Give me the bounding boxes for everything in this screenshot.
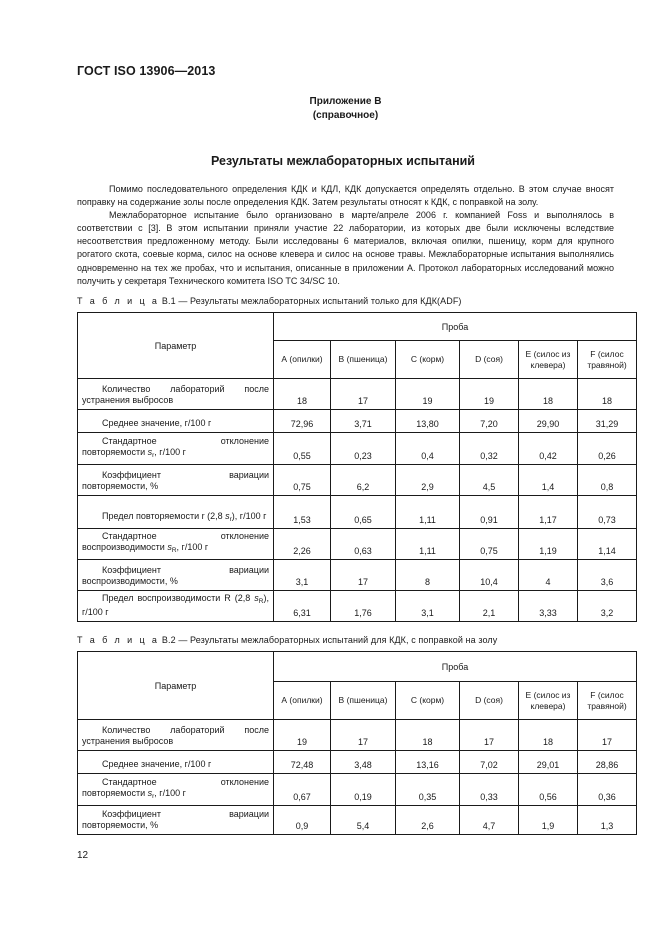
table-cell: 1,9 <box>519 806 578 835</box>
table-cell: 2,26 <box>274 529 331 560</box>
symbol: s <box>167 542 172 552</box>
symbol-subscript: R <box>171 547 177 554</box>
table-cell: 6,31 <box>274 591 331 622</box>
row-label-text: Коэффициент вариации воспроизводимости, % <box>82 565 269 586</box>
paragraph: Помимо последовательного определения КДК и КДЛ, КДК допускается определять отдельно. В этом случае вносят поправку на содержание золы после определения КДК. Затем результаты относят к КДК, с поправкой на золу. <box>77 184 614 208</box>
table2-caption <box>77 635 497 645</box>
table-cell: 0,55 <box>274 433 331 465</box>
table-cell: 0,42 <box>519 433 578 465</box>
table-cell: 1,76 <box>331 591 396 622</box>
table-cell: 3,71 <box>331 410 396 433</box>
column-header: Е (силос из клевера) <box>519 341 578 379</box>
row-label-part: ), г/100 г <box>82 593 269 617</box>
table-cell: 3,48 <box>331 751 396 774</box>
param-header: Параметр <box>78 313 274 379</box>
table-cell: 18 <box>519 379 578 410</box>
row-label <box>78 496 274 529</box>
row-label <box>78 465 274 496</box>
table-cell: 18 <box>519 720 578 751</box>
row-label-part: Стандартное отклонение воспроизводимости <box>82 531 269 552</box>
table-cell: 72,48 <box>274 751 331 774</box>
row-label-part: , г/100 г <box>176 542 209 552</box>
row-label <box>78 806 274 835</box>
table-row <box>78 751 637 774</box>
table-cell: 18 <box>578 379 637 410</box>
column-header: В (пшеница) <box>331 682 396 720</box>
row-label-part: , г/100 г <box>154 447 186 457</box>
table-cell: 19 <box>396 379 460 410</box>
symbol: s <box>147 447 153 457</box>
table-cell: 4 <box>519 560 578 591</box>
row-label <box>78 774 274 806</box>
table-row <box>78 433 637 465</box>
table-cell: 0,67 <box>274 774 331 806</box>
table-cell: 1,4 <box>519 465 578 496</box>
table-cell: 2,6 <box>396 806 460 835</box>
table2-caption-prefix: Т а б л и ц а <box>77 635 160 645</box>
paragraph: Межлабораторное испытание было организовано в марте/апреле 2006 г. компанией Foss и выполнялось в соответствии с [3]. В этом испытании приняли участие 22 лаборатории, из которых две были исключены вследствие несоответствия предложенному методу. Были исследованы 6 материалов, включая опилки, пшеницу, корм для крупного рогатого скота, соевые корма, силос на основе клевера и силос на основе травы. Межлабораторные испытания выполнялись одновременно на тех же пробах, что и испытания, описанные в приложении А. Протокол лабораторных исследований можно получить у секретаря Технического комитета ISO TC 34/SC 10. <box>77 210 614 286</box>
table-cell: 1,11 <box>396 496 460 529</box>
table-cell: 3,1 <box>396 591 460 622</box>
table-cell: 0,75 <box>274 465 331 496</box>
row-label-part: Предел повторяемости r (2,8 <box>102 511 226 521</box>
table-cell: 1,11 <box>396 529 460 560</box>
appendix-heading <box>0 95 661 123</box>
symbol-subscript: R <box>258 598 264 605</box>
table-cell: 0,32 <box>460 433 519 465</box>
table-cell: 6,2 <box>331 465 396 496</box>
appendix-status: (справочное) <box>312 110 379 121</box>
column-header: F (силос травяной) <box>578 682 637 720</box>
table-cell: 3,6 <box>578 560 637 591</box>
table-row <box>78 774 637 806</box>
symbol-subscript: r <box>229 516 232 523</box>
column-header: В (пшеница) <box>331 341 396 379</box>
row-label <box>78 560 274 591</box>
table-cell: 3,2 <box>578 591 637 622</box>
param-header: Параметр <box>78 652 274 720</box>
column-header: F (силос травяной) <box>578 341 637 379</box>
table-cell: 0,65 <box>331 496 396 529</box>
table-cell: 13,16 <box>396 751 460 774</box>
table1-caption <box>77 296 462 306</box>
table2 <box>77 651 637 835</box>
table-row <box>78 379 637 410</box>
table-row <box>78 529 637 560</box>
table-cell: 0,75 <box>460 529 519 560</box>
symbol: s <box>147 788 153 798</box>
row-label-text <box>82 511 269 525</box>
table2-caption-text: В.2 — Результаты межлабораторных испытаний для КДК, с поправкой на золу <box>161 635 498 645</box>
table-cell: 0,4 <box>396 433 460 465</box>
table-cell: 17 <box>331 560 396 591</box>
row-label <box>78 720 274 751</box>
page-number: 12 <box>77 850 89 861</box>
row-label-text <box>82 777 269 802</box>
table1-caption-prefix: Т а б л и ц а <box>77 296 160 306</box>
row-label-part: Предел воспроизводимости R (2,8 <box>102 593 255 603</box>
row-label-part: ), г/100 г <box>231 511 267 521</box>
row-label-text <box>82 593 269 618</box>
row-label-text: Количество лабораторий после устранения выбросов <box>82 384 269 405</box>
table-row <box>78 496 637 529</box>
table-cell: 0,33 <box>460 774 519 806</box>
table-cell: 0,91 <box>460 496 519 529</box>
row-label-part: , г/100 г <box>154 788 186 798</box>
table-cell: 4,5 <box>460 465 519 496</box>
table-row <box>78 560 637 591</box>
table-cell: 0,56 <box>519 774 578 806</box>
table-cell: 29,90 <box>519 410 578 433</box>
table-row <box>78 410 637 433</box>
table-cell: 0,9 <box>274 806 331 835</box>
table-cell: 3,33 <box>519 591 578 622</box>
table-cell: 3,1 <box>274 560 331 591</box>
body-text <box>77 183 614 288</box>
table-cell: 0,26 <box>578 433 637 465</box>
table-cell: 17 <box>331 379 396 410</box>
column-header: D (соя) <box>460 341 519 379</box>
row-label <box>78 410 274 433</box>
row-label <box>78 433 274 465</box>
table-cell: 1,53 <box>274 496 331 529</box>
table-cell: 1,19 <box>519 529 578 560</box>
table1 <box>77 312 637 622</box>
row-label-part: Стандартное отклонение повторяемости <box>82 777 269 798</box>
symbol-subscript: r <box>152 452 155 459</box>
table-cell: 5,4 <box>331 806 396 835</box>
table-cell: 1,3 <box>578 806 637 835</box>
table-cell: 0,63 <box>331 529 396 560</box>
column-header: А (опилки) <box>274 341 331 379</box>
row-label <box>78 379 274 410</box>
symbol: s <box>225 511 230 521</box>
row-label-text <box>82 436 269 461</box>
table-cell: 17 <box>331 720 396 751</box>
table-cell: 7,02 <box>460 751 519 774</box>
row-label-text: Количество лабораторий после устранения выбросов <box>82 725 269 746</box>
table-cell: 2,1 <box>460 591 519 622</box>
proba-header: Проба <box>274 313 637 341</box>
row-label-text <box>82 531 269 556</box>
table-cell: 0,36 <box>578 774 637 806</box>
proba-header: Проба <box>274 652 637 682</box>
table-cell: 1,17 <box>519 496 578 529</box>
table-cell: 7,20 <box>460 410 519 433</box>
table-cell: 31,29 <box>578 410 637 433</box>
table-cell: 17 <box>578 720 637 751</box>
table-cell: 19 <box>274 720 331 751</box>
column-header: С (корм) <box>396 682 460 720</box>
column-header: С (корм) <box>396 341 460 379</box>
table-cell: 17 <box>460 720 519 751</box>
table-cell: 8 <box>396 560 460 591</box>
table-cell: 18 <box>396 720 460 751</box>
row-label-text: Среднее значение, г/100 г <box>102 759 212 769</box>
table-cell: 4,7 <box>460 806 519 835</box>
table-cell: 0,35 <box>396 774 460 806</box>
row-label <box>78 591 274 622</box>
table-row <box>78 720 637 751</box>
table-cell: 2,9 <box>396 465 460 496</box>
table-cell: 10,4 <box>460 560 519 591</box>
table1-caption-text: В.1 — Результаты межлабораторных испытаний только для КДК(ADF) <box>161 296 462 306</box>
appendix-label: Приложение В <box>309 96 382 107</box>
row-label-text: Коэффициент вариации повторяемости, % <box>82 470 269 491</box>
column-header: А (опилки) <box>274 682 331 720</box>
row-label-text: Среднее значение, г/100 г <box>102 418 212 428</box>
row-label <box>78 751 274 774</box>
column-header: Е (силос из клевера) <box>519 682 578 720</box>
row-label-text: Коэффициент вариации повторяемости, % <box>82 809 269 830</box>
symbol-subscript: r <box>152 793 155 800</box>
table-cell: 0,73 <box>578 496 637 529</box>
table-cell: 19 <box>460 379 519 410</box>
column-header: D (соя) <box>460 682 519 720</box>
table-cell: 1,14 <box>578 529 637 560</box>
table-cell: 29,01 <box>519 751 578 774</box>
table-row <box>78 806 637 835</box>
table-cell: 28,86 <box>578 751 637 774</box>
symbol: s <box>254 593 259 603</box>
table-row <box>78 591 637 622</box>
row-label <box>78 529 274 560</box>
row-label-part: Стандартное отклонение повторяемости <box>82 436 269 457</box>
table-row <box>78 465 637 496</box>
table-cell: 0,8 <box>578 465 637 496</box>
document-header: ГОСТ ISO 13906—2013 <box>77 64 216 78</box>
table-cell: 13,80 <box>396 410 460 433</box>
table-cell: 72,96 <box>274 410 331 433</box>
table-cell: 0,23 <box>331 433 396 465</box>
table-cell: 0,19 <box>331 774 396 806</box>
table-cell: 18 <box>274 379 331 410</box>
section-title: Результаты межлабораторных испытаний <box>210 154 475 168</box>
